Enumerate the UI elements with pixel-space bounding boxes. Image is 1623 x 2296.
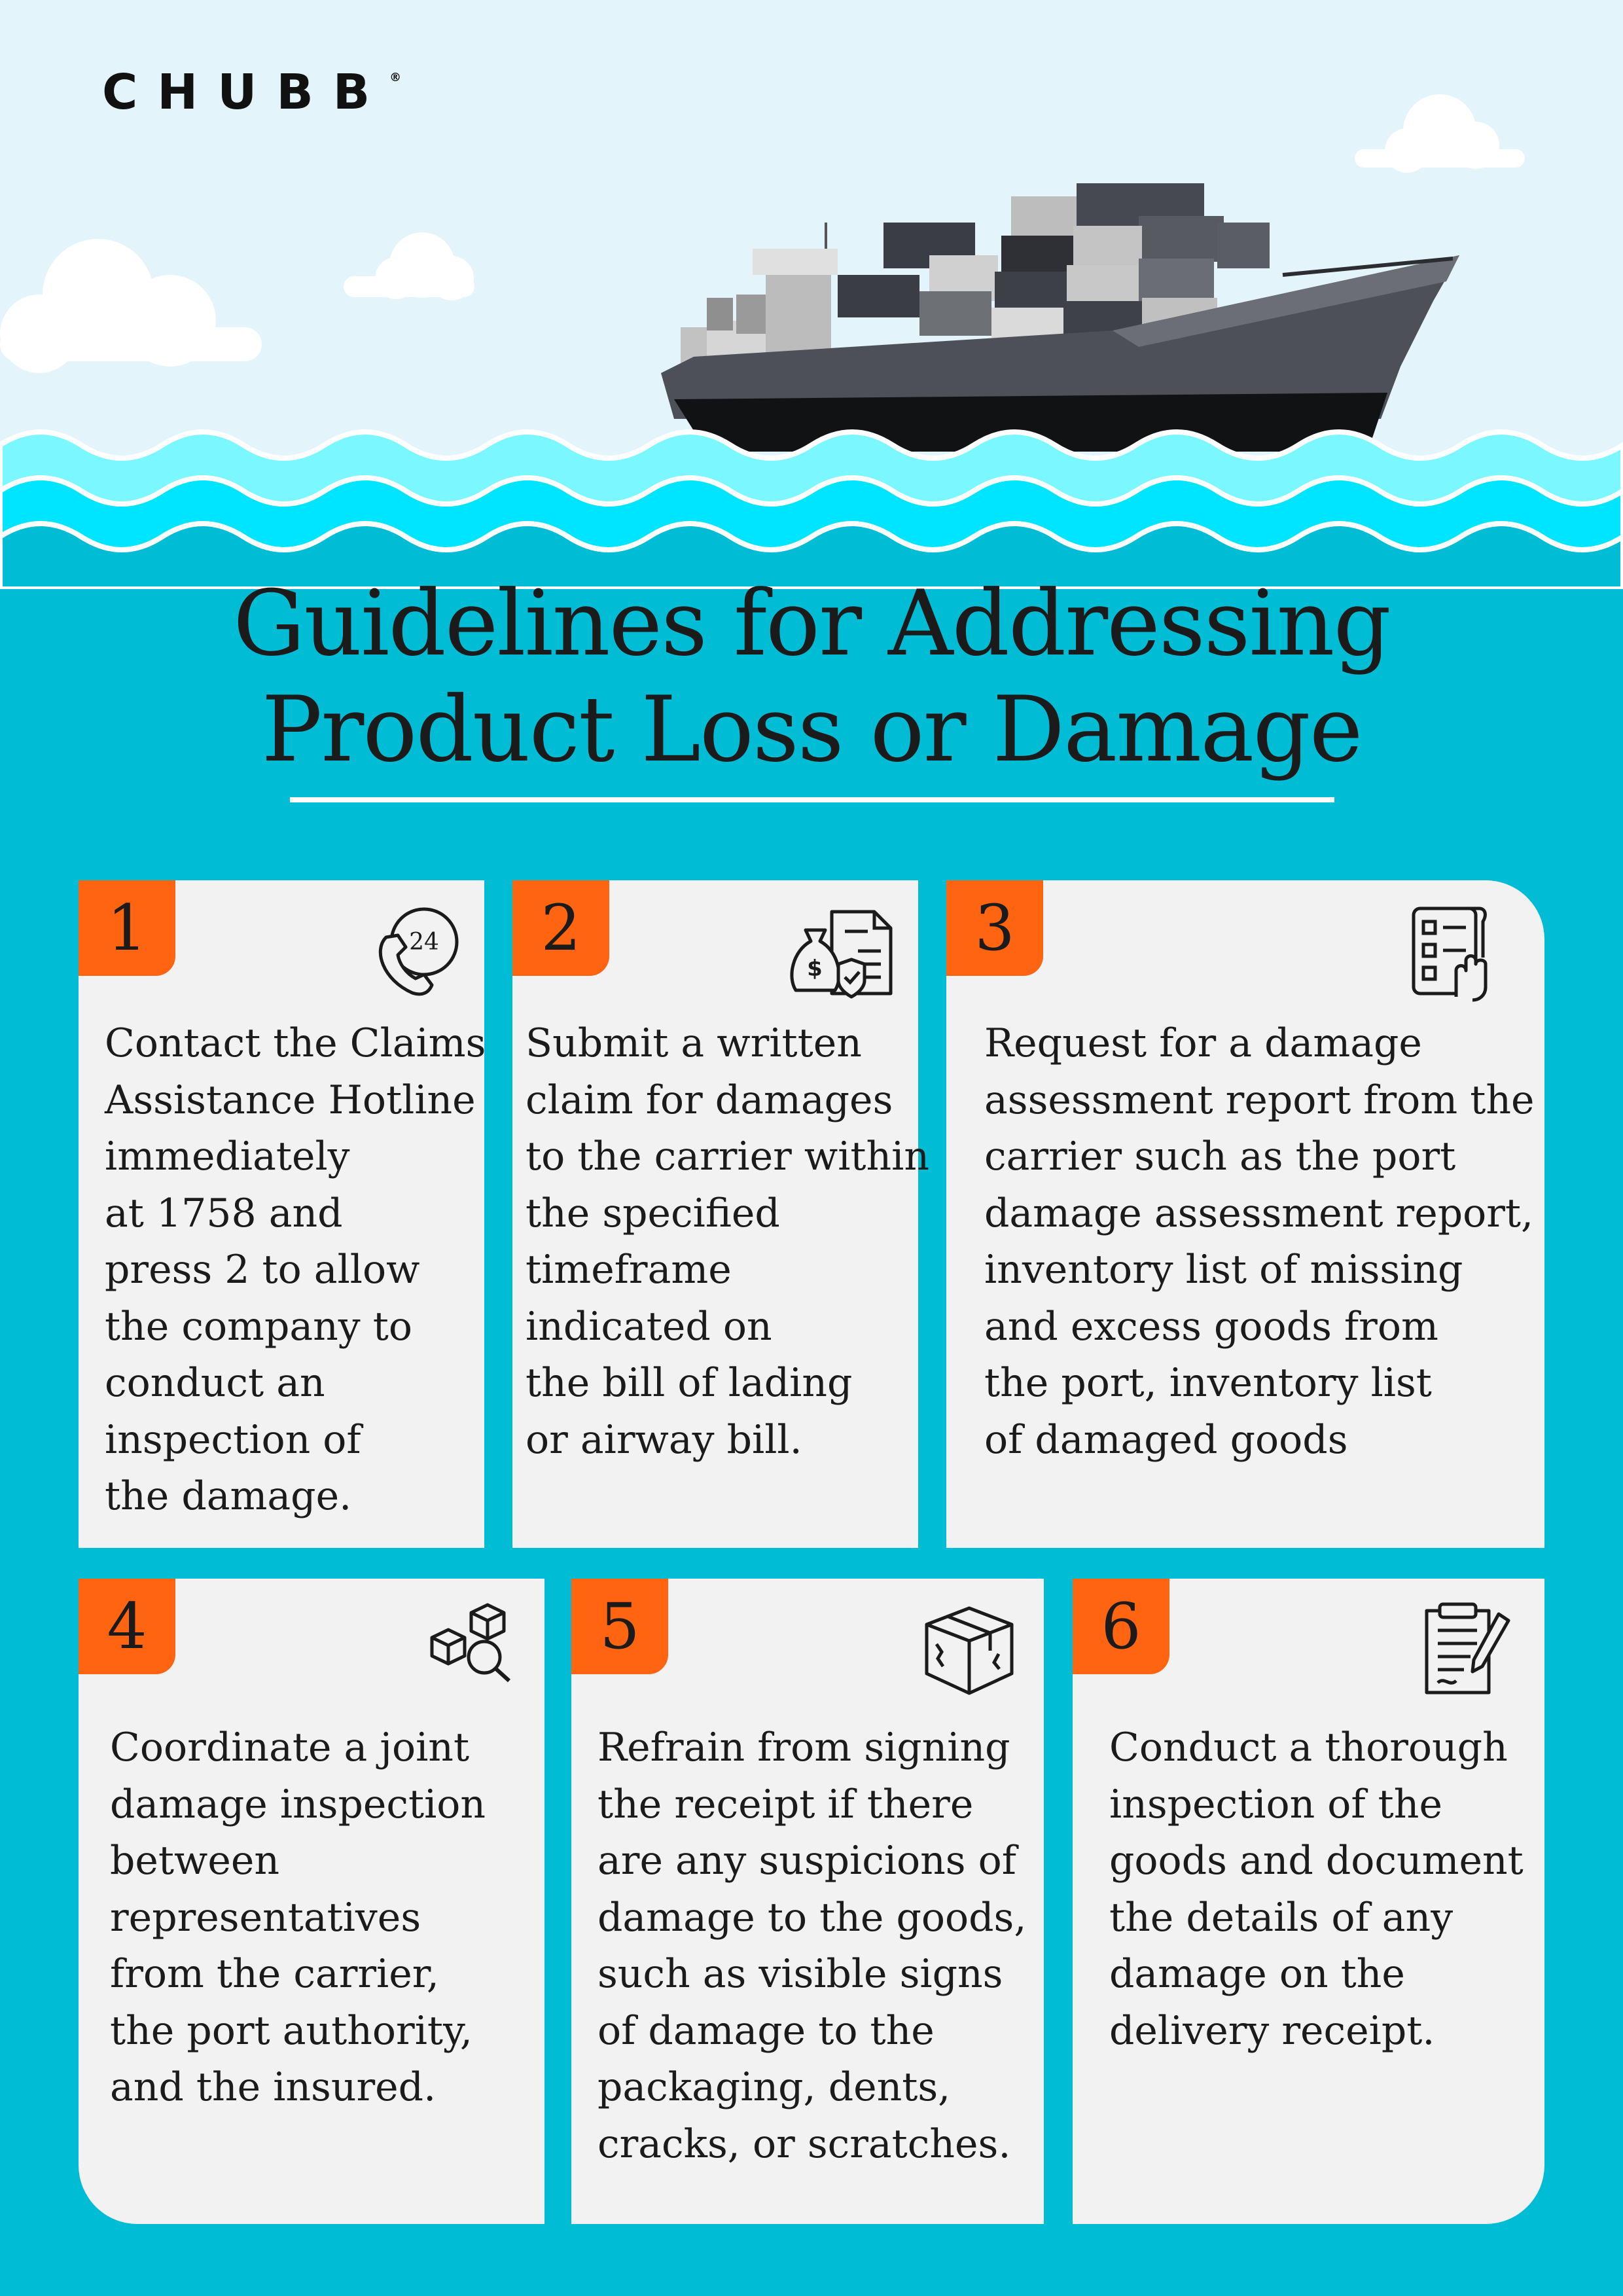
text-line: the details of any bbox=[1109, 1894, 1454, 1941]
text-line: immediately bbox=[105, 1134, 350, 1179]
checklist-clipboard-icon bbox=[1400, 899, 1499, 1003]
text-line: the damage. bbox=[105, 1473, 352, 1519]
text-line: Conduct a thorough bbox=[1109, 1725, 1508, 1770]
text-line: cracks, or scratches. bbox=[597, 2121, 1011, 2167]
chubb-logo bbox=[102, 64, 402, 120]
boxes-magnifier-icon bbox=[425, 1600, 517, 1685]
step-number-badge: 1 bbox=[79, 880, 175, 976]
text-line: goods and document bbox=[1109, 1838, 1524, 1884]
step-card-2 bbox=[512, 880, 929, 1548]
title-line-2: Product Loss or Damage bbox=[261, 677, 1362, 782]
text-line: between bbox=[110, 1838, 280, 1884]
text-line: damage on the bbox=[1109, 1951, 1405, 1997]
text-line: representatives bbox=[110, 1894, 421, 1941]
text-line: and excess goods from bbox=[984, 1303, 1438, 1350]
step-text bbox=[984, 1015, 1535, 1468]
text-line: damage inspection bbox=[110, 1781, 486, 1827]
damaged-box-icon bbox=[917, 1598, 1022, 1703]
text-line: Refrain from signing bbox=[597, 1725, 1010, 1770]
step-text bbox=[526, 1015, 929, 1468]
text-line: of damaged goods bbox=[984, 1416, 1348, 1463]
text-line: claim for damages bbox=[526, 1077, 893, 1123]
text-line: at 1758 and bbox=[105, 1190, 343, 1236]
text-line: damage to the goods, bbox=[597, 1894, 1027, 1941]
text-line: of damage to the bbox=[597, 2007, 935, 2054]
icon-24-label: 24 bbox=[409, 929, 439, 956]
text-line: Submit a written bbox=[526, 1020, 862, 1066]
24-hour-phone-icon bbox=[366, 901, 465, 999]
text-line: press 2 to allow bbox=[105, 1247, 420, 1293]
step-number-badge: 3 bbox=[946, 880, 1043, 976]
text-line: indicated on bbox=[526, 1303, 772, 1350]
title-underline bbox=[290, 797, 1334, 802]
step-number-badge: 6 bbox=[1073, 1579, 1169, 1674]
text-line: and the insured. bbox=[110, 2064, 437, 2110]
step-card-5 bbox=[571, 1579, 1044, 2224]
text-line: packaging, dents, bbox=[597, 2064, 951, 2110]
step-card-1 bbox=[79, 880, 484, 1548]
text-line: conduct an bbox=[105, 1360, 325, 1406]
text-line: carrier such as the port bbox=[984, 1134, 1456, 1179]
title-line-1: Guidelines for Addressing bbox=[233, 571, 1390, 676]
text-line: timeframe bbox=[526, 1247, 732, 1293]
step-number-badge: 4 bbox=[79, 1579, 175, 1674]
text-line: inspection of bbox=[105, 1416, 361, 1463]
text-line: the port authority, bbox=[110, 2007, 473, 2054]
logo-text: CHUBB bbox=[102, 64, 390, 120]
step-number-badge: 2 bbox=[512, 880, 609, 976]
text-line: Assistance Hotline bbox=[105, 1077, 476, 1123]
text-line: assessment report from the bbox=[984, 1077, 1535, 1123]
page-title bbox=[0, 571, 1623, 783]
document-signing-icon bbox=[1417, 1601, 1515, 1699]
logo-registered-mark: ® bbox=[389, 71, 402, 84]
step-card-3 bbox=[946, 880, 1544, 1548]
step-card-6 bbox=[1073, 1579, 1544, 2224]
step-text bbox=[1109, 1719, 1524, 2059]
text-line: Request for a damage bbox=[984, 1020, 1422, 1066]
text-line: or airway bill. bbox=[526, 1416, 802, 1463]
text-line: delivery receipt. bbox=[1109, 2007, 1435, 2054]
text-line: the receipt if there bbox=[597, 1781, 974, 1827]
text-line: Contact the Claims bbox=[105, 1020, 486, 1066]
step-text bbox=[597, 1719, 1026, 2172]
text-line: inventory list of missing bbox=[984, 1247, 1463, 1293]
step-text bbox=[110, 1719, 486, 2116]
step-number-badge: 5 bbox=[571, 1579, 668, 1674]
text-line: the bill of lading bbox=[526, 1360, 853, 1406]
text-line: Coordinate a joint bbox=[110, 1725, 470, 1770]
money-bag-document-icon bbox=[786, 899, 897, 1003]
text-line: from the carrier, bbox=[110, 1951, 439, 1997]
text-line: are any suspicions of bbox=[597, 1838, 1016, 1884]
text-line: such as visible signs bbox=[597, 1951, 1003, 1997]
svg-text:$: $ bbox=[807, 956, 823, 982]
step-card-4 bbox=[79, 1579, 544, 2224]
text-line: the specified bbox=[526, 1190, 780, 1236]
text-line: inspection of the bbox=[1109, 1781, 1442, 1827]
text-line: the port, inventory list bbox=[984, 1360, 1432, 1406]
text-line: the company to bbox=[105, 1303, 412, 1350]
text-line: damage assessment report, bbox=[984, 1190, 1534, 1236]
step-text bbox=[105, 1015, 486, 1525]
text-line: to the carrier within bbox=[526, 1134, 929, 1179]
